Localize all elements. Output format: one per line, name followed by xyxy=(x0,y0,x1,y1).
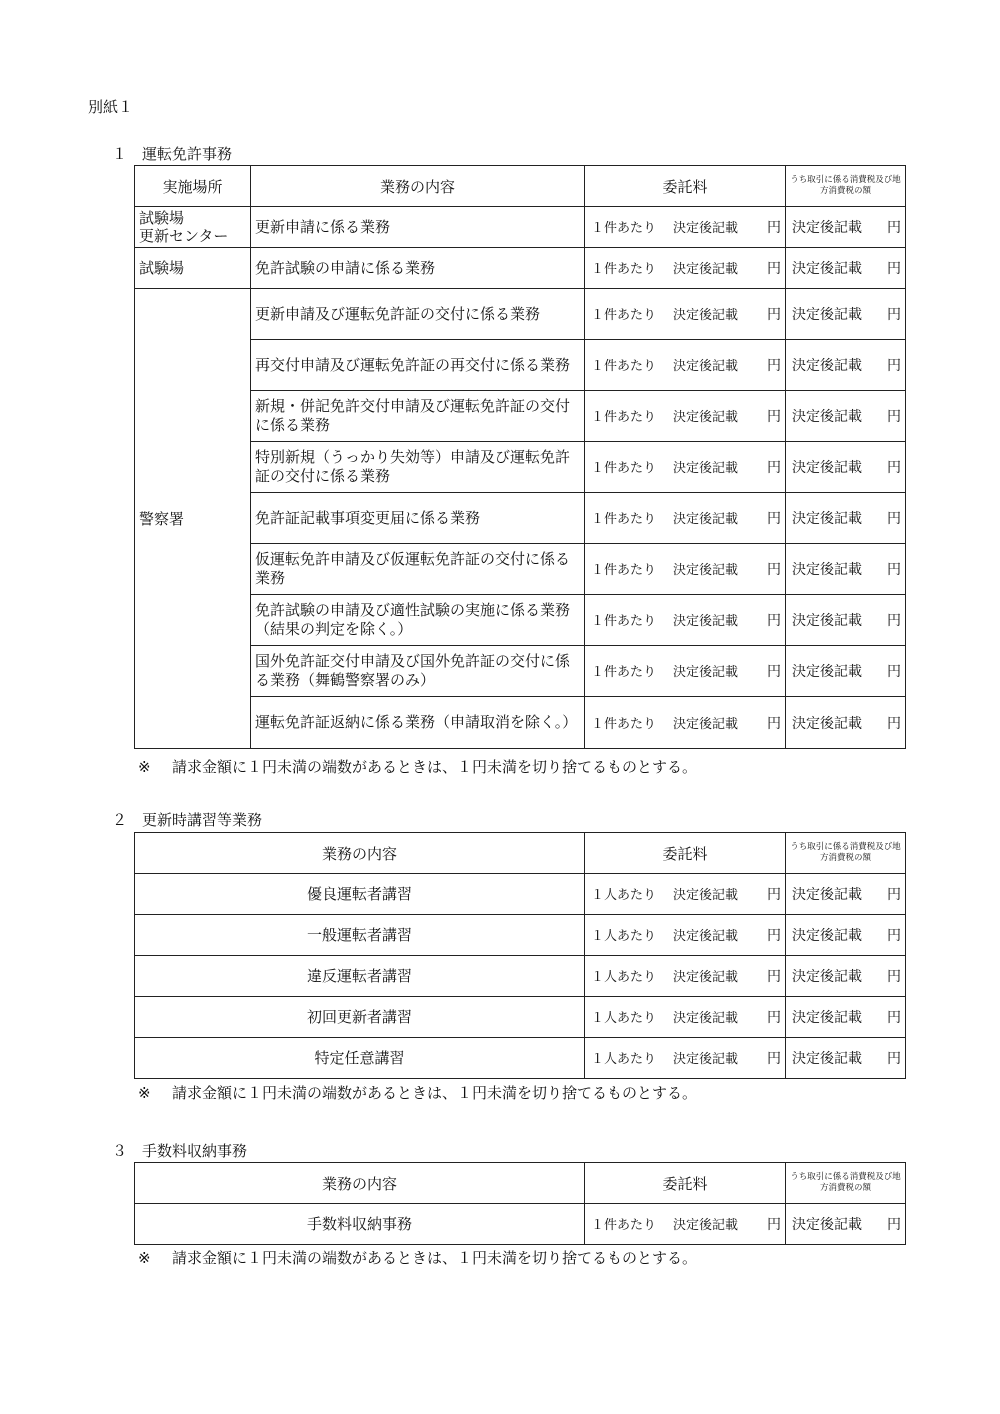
fee-cell: １件あたり 決定後記載 円 xyxy=(585,544,786,595)
header-fee: 委託料 xyxy=(585,833,786,874)
tax-cell: 決定後記載 円 xyxy=(786,248,906,289)
fee-cell: １人あたり 決定後記載 円 xyxy=(585,874,786,915)
table-header-row xyxy=(135,1163,906,1204)
header-fee: 委託料 xyxy=(585,1163,786,1204)
header-content: 業務の内容 xyxy=(135,1163,585,1204)
table-row xyxy=(135,915,906,956)
table-row xyxy=(135,1038,906,1079)
fee-cell: １人あたり 決定後記載 円 xyxy=(585,915,786,956)
section-3-title xyxy=(112,1140,247,1161)
tax-cell: 決定後記載 円 xyxy=(786,391,906,442)
tax-cell: 決定後記載 円 xyxy=(786,207,906,248)
place-cell: 試験場 xyxy=(135,248,251,289)
tax-cell: 決定後記載 円 xyxy=(786,1038,906,1079)
table-row xyxy=(135,248,906,289)
content-cell: 更新申請及び運転免許証の交付に係る業務 xyxy=(251,289,585,340)
table-header-row xyxy=(135,833,906,874)
section-1-note: ※ 請求金額に１円未満の端数があるときは、１円未満を切り捨てるものとする。 xyxy=(138,758,698,776)
tax-cell: 決定後記載 円 xyxy=(786,493,906,544)
header-place: 実施場所 xyxy=(135,166,251,207)
fee-cell: １人あたり 決定後記載 円 xyxy=(585,997,786,1038)
table-row xyxy=(135,874,906,915)
place-cell: 試験場 更新センター xyxy=(135,207,251,248)
fee-cell: １件あたり 決定後記載 円 xyxy=(585,289,786,340)
content-cell: 国外免許証交付申請及び国外免許証の交付に係る業務（舞鶴警察署のみ） xyxy=(251,646,585,697)
header-tax: うち取引に係る消費税及び地方消費税の額 xyxy=(786,833,906,874)
fee-cell: １件あたり 決定後記載 円 xyxy=(585,248,786,289)
fee-cell: １人あたり 決定後記載 円 xyxy=(585,1038,786,1079)
section-3-table xyxy=(134,1162,906,1245)
table-row xyxy=(135,997,906,1038)
fee-cell: １件あたり 決定後記載 円 xyxy=(585,493,786,544)
header-tax: うち取引に係る消費税及び地方消費税の額 xyxy=(786,166,906,207)
fee-cell: １件あたり 決定後記載 円 xyxy=(585,595,786,646)
table-row xyxy=(135,207,906,248)
content-cell: 手数料収納事務 xyxy=(135,1204,585,1245)
section-number: １ xyxy=(112,145,128,163)
tax-cell: 決定後記載 円 xyxy=(786,595,906,646)
tax-cell: 決定後記載 円 xyxy=(786,544,906,595)
tax-cell: 決定後記載 円 xyxy=(786,442,906,493)
fee-cell: １件あたり 決定後記載 円 xyxy=(585,207,786,248)
content-cell: 特別新規（うっかり失効等）申請及び運転免許証の交付に係る業務 xyxy=(251,442,585,493)
content-cell: 一般運転者講習 xyxy=(135,915,585,956)
content-cell: 違反運転者講習 xyxy=(135,956,585,997)
section-title-text: 更新時講習等業務 xyxy=(142,811,263,829)
content-cell: 更新申請に係る業務 xyxy=(251,207,585,248)
header-tax: うち取引に係る消費税及び地方消費税の額 xyxy=(786,1163,906,1204)
header-fee: 委託料 xyxy=(585,166,786,207)
attachment-label: 別紙１ xyxy=(88,98,134,116)
table-header-row xyxy=(135,166,906,207)
place-cell: 警察署 xyxy=(135,289,251,749)
tax-cell: 決定後記載 円 xyxy=(786,289,906,340)
fee-cell: １件あたり 決定後記載 円 xyxy=(585,646,786,697)
tax-cell: 決定後記載 円 xyxy=(786,915,906,956)
table-row xyxy=(135,442,906,493)
section-title-text: 手数料収納事務 xyxy=(142,1142,248,1160)
content-cell: 新規・併記免許交付申請及び運転免許証の交付に係る業務 xyxy=(251,391,585,442)
section-number: ２ xyxy=(112,811,128,829)
fee-cell: １件あたり 決定後記載 円 xyxy=(585,697,786,749)
table-row xyxy=(135,544,906,595)
content-cell: 初回更新者講習 xyxy=(135,997,585,1038)
section-3-note: ※ 請求金額に１円未満の端数があるときは、１円未満を切り捨てるものとする。 xyxy=(138,1249,698,1267)
content-cell: 仮運転免許申請及び仮運転免許証の交付に係る業務 xyxy=(251,544,585,595)
table-row xyxy=(135,391,906,442)
table-row xyxy=(135,493,906,544)
fee-cell: １件あたり 決定後記載 円 xyxy=(585,442,786,493)
tax-cell: 決定後記載 円 xyxy=(786,997,906,1038)
tax-cell: 決定後記載 円 xyxy=(786,956,906,997)
header-content: 業務の内容 xyxy=(135,833,585,874)
tax-cell: 決定後記載 円 xyxy=(786,646,906,697)
tax-cell: 決定後記載 円 xyxy=(786,1204,906,1245)
fee-cell: １件あたり 決定後記載 円 xyxy=(585,1204,786,1245)
fee-cell: １人あたり 決定後記載 円 xyxy=(585,956,786,997)
section-number: ３ xyxy=(112,1142,128,1160)
section-2-table xyxy=(134,832,906,1079)
section-2-title xyxy=(112,809,262,830)
section-1-title xyxy=(112,143,232,164)
content-cell: 免許試験の申請に係る業務 xyxy=(251,248,585,289)
tax-cell: 決定後記載 円 xyxy=(786,697,906,749)
content-cell: 免許試験の申請及び適性試験の実施に係る業務（結果の判定を除く。） xyxy=(251,595,585,646)
section-2-note: ※ 請求金額に１円未満の端数があるときは、１円未満を切り捨てるものとする。 xyxy=(138,1084,698,1102)
tax-cell: 決定後記載 円 xyxy=(786,340,906,391)
table-row xyxy=(135,595,906,646)
content-cell: 免許証記載事項変更届に係る業務 xyxy=(251,493,585,544)
table-row xyxy=(135,289,906,340)
section-1-table xyxy=(134,165,906,749)
table-row xyxy=(135,1204,906,1245)
tax-cell: 決定後記載 円 xyxy=(786,874,906,915)
section-title-text: 運転免許事務 xyxy=(142,145,233,163)
table-row xyxy=(135,646,906,697)
content-cell: 優良運転者講習 xyxy=(135,874,585,915)
header-content: 業務の内容 xyxy=(251,166,585,207)
content-cell: 再交付申請及び運転免許証の再交付に係る業務 xyxy=(251,340,585,391)
content-cell: 運転免許証返納に係る業務（申請取消を除く。） xyxy=(251,697,585,749)
table-row xyxy=(135,697,906,749)
fee-cell: １件あたり 決定後記載 円 xyxy=(585,391,786,442)
fee-cell: １件あたり 決定後記載 円 xyxy=(585,340,786,391)
table-row xyxy=(135,340,906,391)
content-cell: 特定任意講習 xyxy=(135,1038,585,1079)
table-row xyxy=(135,956,906,997)
